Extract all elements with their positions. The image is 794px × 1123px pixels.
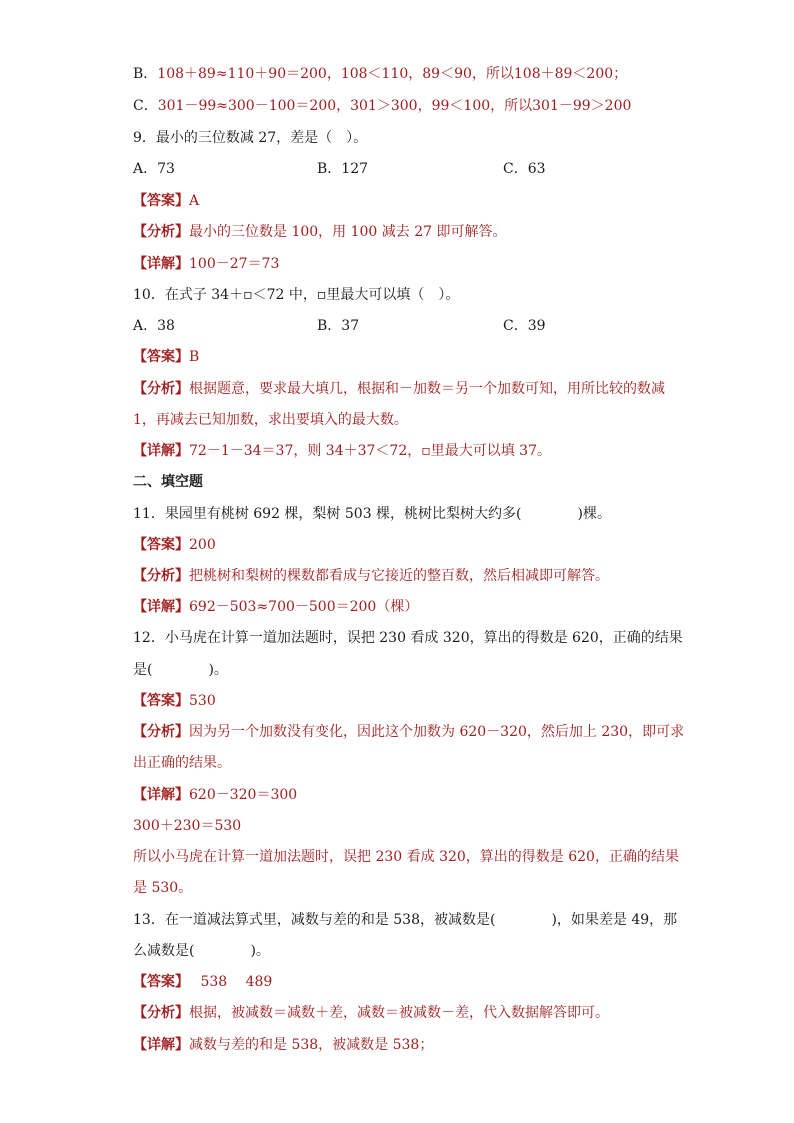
section-tag: 【答案】 bbox=[133, 974, 182, 990]
text-line bbox=[133, 472, 203, 492]
text-line bbox=[133, 628, 683, 648]
text-line bbox=[133, 254, 279, 274]
answer-option: C．63 bbox=[503, 161, 546, 177]
answer-option: A．73 bbox=[133, 161, 175, 177]
section-tag: 【分析】 bbox=[133, 381, 189, 397]
text-segment: 692－503≈700－500＝200（棵） bbox=[189, 599, 419, 615]
text-line bbox=[133, 441, 551, 461]
options-row bbox=[0, 159, 794, 179]
text-segment: B bbox=[189, 349, 200, 365]
text-line bbox=[133, 410, 408, 430]
text-segment: 根据，被减数＝减数＋差，减数＝被减数－差，代入数据解答即可。 bbox=[189, 1005, 609, 1021]
section-tag: 【分析】 bbox=[133, 568, 189, 584]
text-segment: 是 530。 bbox=[133, 880, 193, 896]
text-segment: 把桃树和梨树的棵数都看成与它接近的整百数，然后相减即可解答。 bbox=[189, 568, 609, 584]
answer-option: A．38 bbox=[133, 318, 175, 334]
text-line bbox=[133, 191, 199, 211]
text-line bbox=[133, 878, 192, 898]
answer-option: B．37 bbox=[317, 318, 360, 334]
text-line bbox=[133, 941, 270, 961]
section-tag: 【分析】 bbox=[133, 1005, 189, 1021]
text-segment: 301－99≈300－100＝200，301＞300，99＜100，所以301－99＞200 bbox=[157, 98, 632, 114]
section-tag: 【详解】 bbox=[133, 256, 189, 272]
text-line bbox=[133, 96, 631, 116]
text-segment: 538 489 bbox=[182, 974, 273, 990]
text-line bbox=[133, 785, 297, 805]
text-segment: 11．果园里有桃树 692 棵，梨树 503 棵，桃树比梨树大约多( )棵。 bbox=[133, 506, 611, 522]
section-tag: 【详解】 bbox=[133, 599, 189, 615]
section-tag: 【答案】 bbox=[133, 349, 189, 365]
text-segment: 13．在一道减法算式里，减数与差的和是 538，被减数是( )，如果差是 49，那 bbox=[133, 912, 678, 928]
text-line bbox=[133, 379, 665, 399]
section-tag: 【分析】 bbox=[133, 224, 189, 240]
section-tag: 【答案】 bbox=[133, 193, 189, 209]
section-heading: 二、填空题 bbox=[133, 474, 203, 490]
text-segment: 10．在式子 34＋▫＜72 中，▫里最大可以填（ ）。 bbox=[133, 287, 460, 303]
text-segment: 530 bbox=[189, 693, 216, 709]
text-segment: 108＋89≈110＋90＝200，108＜110，89＜90，所以108＋89＜200； bbox=[157, 66, 628, 82]
text-segment: 1，再减去已知加数，求出要填入的最大数。 bbox=[133, 412, 408, 428]
text-line bbox=[133, 1035, 433, 1055]
text-segment: 最小的三位数是 100，用 100 减去 27 即可解答。 bbox=[189, 224, 507, 240]
text-segment: 所以小马虎在计算一道加法题时，误把 230 看成 320，算出的得数是 620，正确的结果 bbox=[133, 849, 679, 865]
text-line bbox=[133, 64, 627, 84]
text-line bbox=[133, 722, 684, 742]
text-segment: B． bbox=[133, 66, 158, 82]
text-segment: 根据题意，要求最大填几，根据和－加数＝另一个加数可知，用所比较的数减 bbox=[189, 381, 665, 397]
text-line bbox=[133, 972, 272, 992]
text-segment: 是( )。 bbox=[133, 662, 228, 678]
section-tag: 【详解】 bbox=[133, 1037, 189, 1053]
text-segment: 12．小马虎在计算一道加法题时，误把 230 看成 320，算出的得数是 620，正确的结果 bbox=[133, 630, 683, 646]
text-line bbox=[133, 535, 216, 555]
section-tag: 【详解】 bbox=[133, 787, 189, 803]
text-line bbox=[133, 691, 216, 711]
section-tag: 【答案】 bbox=[133, 537, 189, 553]
text-segment: 因为另一个加数没有变化，因此这个加数为 620－320，然后加上 230，即可求 bbox=[189, 724, 685, 740]
section-tag: 【分析】 bbox=[133, 724, 189, 740]
text-line bbox=[133, 597, 418, 617]
text-segment: C． bbox=[133, 98, 158, 114]
text-line bbox=[133, 1003, 609, 1023]
options-row bbox=[0, 316, 794, 336]
text-segment: 出正确的结果。 bbox=[133, 755, 231, 771]
text-segment: 200 bbox=[189, 537, 216, 553]
section-tag: 【详解】 bbox=[133, 443, 189, 459]
text-segment: 么减数是( )。 bbox=[133, 943, 270, 959]
text-line bbox=[133, 566, 609, 586]
text-line bbox=[133, 753, 231, 773]
text-line bbox=[133, 910, 677, 930]
answer-option: B．127 bbox=[317, 161, 369, 177]
text-segment: 减数与差的和是 538，被减数是 538； bbox=[189, 1037, 434, 1053]
text-line bbox=[133, 222, 507, 242]
text-segment: A bbox=[189, 193, 200, 209]
text-segment: 300＋230＝530 bbox=[133, 818, 242, 834]
text-line bbox=[133, 660, 228, 680]
text-line bbox=[133, 347, 199, 367]
text-segment: 72－1－34＝37，则 34＋37＜72，▫里最大可以填 37。 bbox=[189, 443, 551, 459]
text-line bbox=[133, 504, 611, 524]
text-segment: 9．最小的三位数减 27，差是（ ）。 bbox=[133, 130, 368, 146]
text-segment: 620－320＝300 bbox=[189, 787, 298, 803]
text-segment: 100－27＝73 bbox=[189, 256, 280, 272]
section-tag: 【答案】 bbox=[133, 693, 189, 709]
text-line bbox=[133, 847, 679, 867]
text-line bbox=[133, 816, 241, 836]
text-line bbox=[133, 285, 459, 305]
text-line bbox=[133, 128, 367, 148]
answer-option: C．39 bbox=[503, 318, 546, 334]
